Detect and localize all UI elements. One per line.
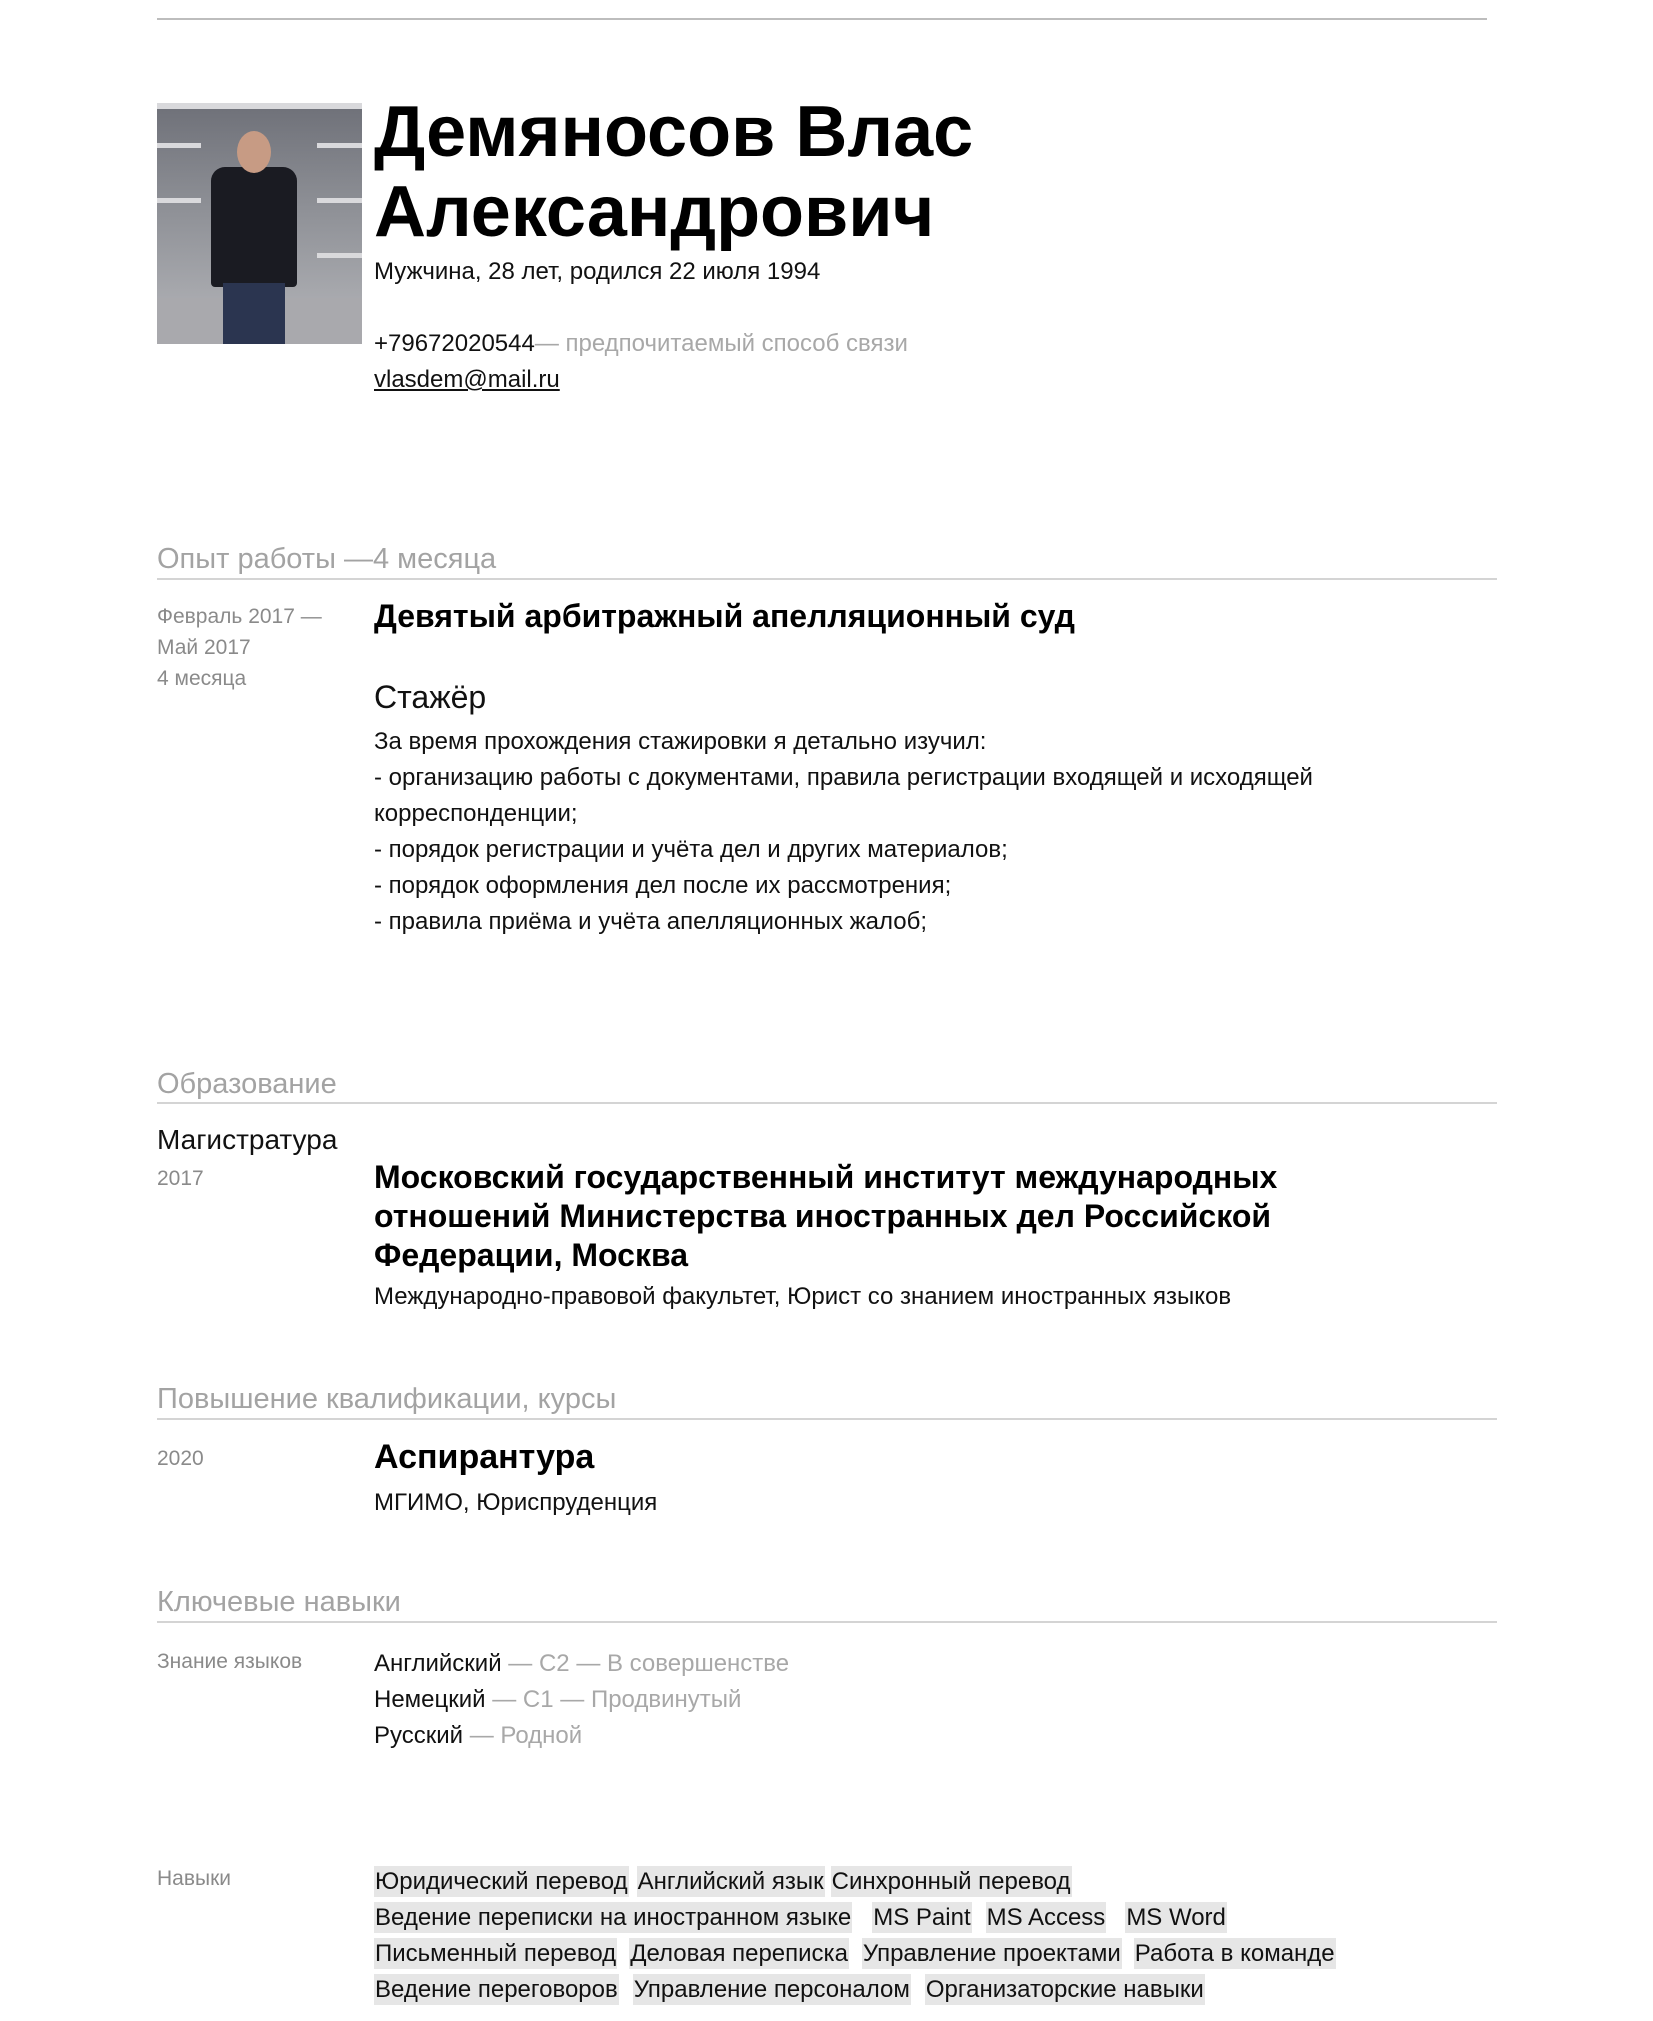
skill-tag: Деловая переписка (630, 1939, 848, 1967)
education-institution (374, 1158, 1424, 1275)
education-year: 2017 (157, 1167, 204, 1190)
language-item (374, 1718, 789, 1754)
name-line-2: Александрович (374, 172, 935, 252)
course-institution: МГИМО, Юриспруденция (374, 1489, 658, 1516)
course-name: Аспирантура (374, 1438, 595, 1476)
tag-row (374, 1863, 1424, 1899)
skill-tag: Синхронный перевод (831, 1867, 1071, 1895)
description-line: корреспонденции; (374, 800, 578, 827)
skill-tag: Управление персоналом (633, 1975, 910, 2003)
languages-list (374, 1646, 789, 1754)
description-line: - правила приёма и учёта апелляционных жалоб; (374, 908, 928, 935)
skills-tag-list (374, 1863, 1424, 2007)
section-divider (157, 1418, 1497, 1420)
email-link[interactable]: vlasdem@mail.ru (374, 366, 560, 393)
language-name: Английский (374, 1650, 502, 1677)
section-divider (157, 578, 1497, 580)
description-line: - порядок оформления дел после их рассмотрения; (374, 872, 952, 899)
education-level: Магистратура (157, 1124, 338, 1155)
description-line: За время прохождения стажировки я детально изучил: (374, 728, 987, 755)
section-divider (157, 1102, 1497, 1104)
personal-info: Мужчина, 28 лет, родился 22 июля 1994 (374, 258, 821, 285)
course-year: 2020 (157, 1447, 204, 1470)
section-title-experience: Опыт работы —4 месяца (157, 543, 497, 575)
skill-tag: Ведение переговоров (375, 1975, 618, 2003)
skill-tag: Письменный перевод (375, 1939, 617, 1967)
institution-line: отношений Министерства иностранных дел Российской (374, 1198, 1272, 1234)
profile-photo (157, 103, 362, 344)
skill-tag: Организаторские навыки (925, 1975, 1204, 2003)
phone-number[interactable]: +79672020544 (374, 330, 535, 357)
tag-row (374, 1971, 1424, 2007)
education-details (374, 1158, 1424, 1311)
languages-label: Знание языков (157, 1650, 303, 1673)
skill-tag: MS Access (986, 1903, 1106, 1931)
tag-row (374, 1899, 1424, 1935)
period-start: Февраль 2017 — (157, 605, 322, 628)
section-title-education: Образование (157, 1068, 337, 1100)
language-level: — C1 — Продвинутый (492, 1686, 742, 1713)
name-line-1: Демяносов Влас (374, 92, 974, 172)
period-end: Май 2017 (157, 636, 251, 659)
section-title-skills: Ключевые навыки (157, 1586, 401, 1618)
section-divider (157, 1621, 1497, 1623)
institution-line: Федерации, Москва (374, 1237, 688, 1273)
full-name (374, 92, 1374, 252)
contact-phone-line (374, 330, 908, 358)
skills-label: Навыки (157, 1867, 232, 1890)
skill-tag: Английский язык (637, 1867, 824, 1895)
period-duration: 4 месяца (157, 667, 247, 690)
language-name: Русский (374, 1722, 464, 1749)
language-item (374, 1646, 789, 1682)
course-details (374, 1438, 657, 1517)
skill-tag: MS Word (1126, 1903, 1226, 1931)
company-name: Девятый арбитражный апелляционный суд (374, 598, 1075, 634)
language-name: Немецкий (374, 1686, 486, 1713)
institution-line: Московский государственный институт международных (374, 1159, 1278, 1195)
language-item (374, 1682, 789, 1718)
experience-details (374, 598, 1313, 940)
skill-tag: Ведение переписки на иностранном языке (375, 1903, 852, 1931)
top-divider (157, 18, 1487, 20)
phone-note: — предпочитаемый способ связи (534, 330, 908, 357)
section-title-courses: Повышение квалификации, курсы (157, 1383, 617, 1415)
language-level: — C2 — В совершенстве (508, 1650, 790, 1677)
experience-period (157, 601, 322, 694)
skill-tag: Юридический перевод (375, 1867, 628, 1895)
skill-tag: Управление проектами (862, 1939, 1121, 1967)
description-line: - организацию работы с документами, правила регистрации входящей и исходящей (374, 764, 1313, 791)
skill-tag: MS Paint (873, 1903, 971, 1931)
language-level: — Родной (469, 1722, 583, 1749)
skill-tag: Работа в команде (1134, 1939, 1335, 1967)
education-faculty: Международно-правовой факультет, Юрист со знанием иностранных языков (374, 1283, 1232, 1310)
job-position: Стажёр (374, 679, 487, 715)
description-line: - порядок регистрации и учёта дел и других материалов; (374, 836, 1008, 863)
tag-row (374, 1935, 1424, 1971)
job-description (374, 724, 1313, 940)
